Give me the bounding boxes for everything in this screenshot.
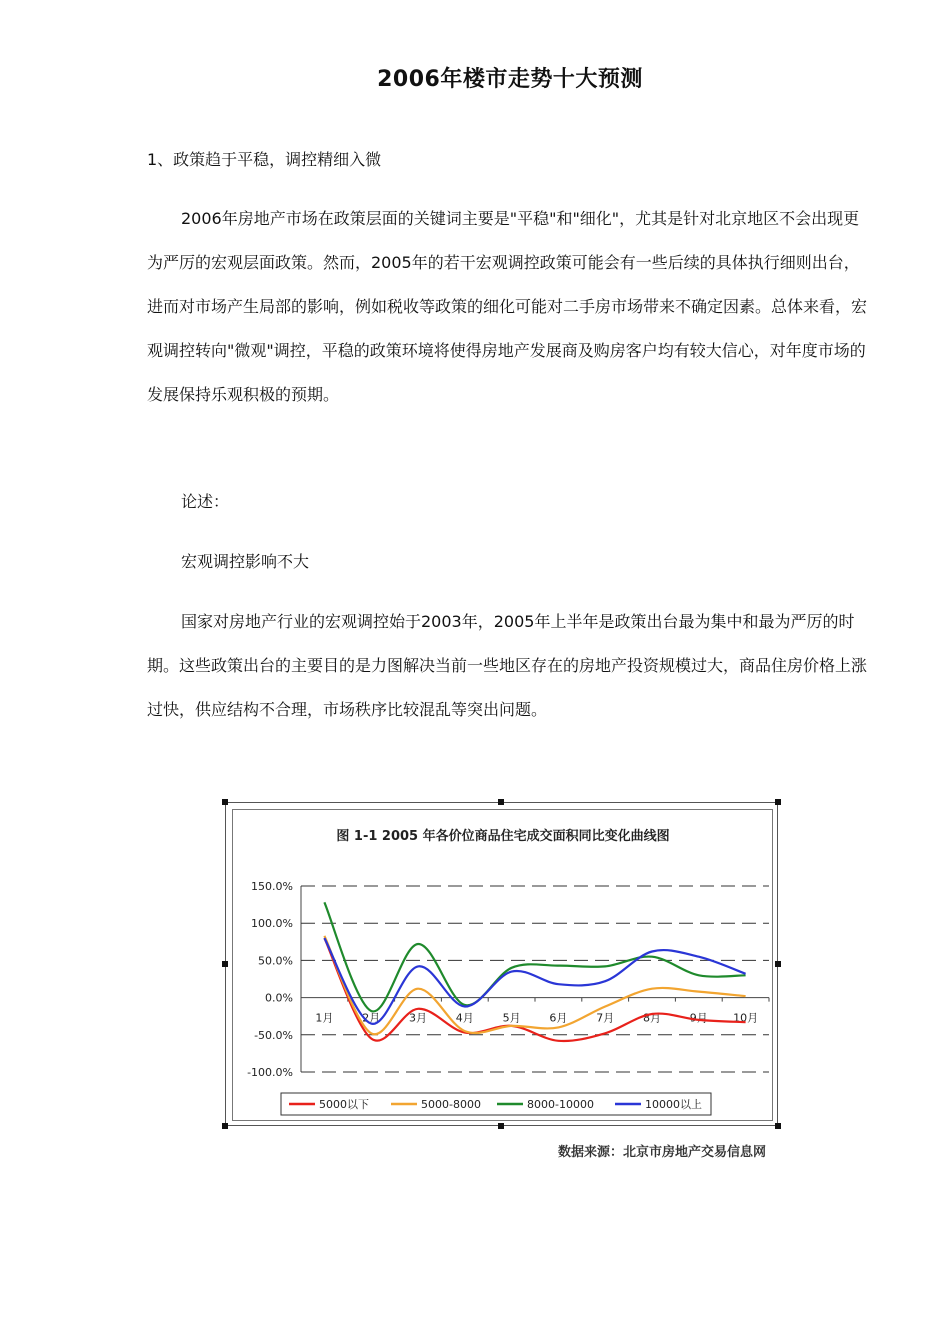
resize-handle[interactable] (775, 799, 781, 805)
resize-handle[interactable] (498, 1123, 504, 1129)
resize-handle[interactable] (222, 1123, 228, 1129)
x-tick-label: 10月 (733, 1011, 759, 1025)
paragraph-macro-control: 国家对房地产行业的宏观调控始于2003年，2005年上半年是政策出台最为集中和最为严厉的时期。这些政策出台的主要目的是力图解决当前一些地区存在的房地产投资规模过大，商品住房价格上涨过快，供应结构不合理，市场秩序比较混乱等突出问题。 (147, 612, 868, 719)
series-line-10000以上 (324, 938, 745, 1024)
y-tick-label: -50.0% (254, 1028, 293, 1042)
y-tick-label: 0.0% (265, 991, 293, 1005)
legend-label: 5000-8000 (421, 1098, 481, 1111)
resize-handle[interactable] (775, 961, 781, 967)
legend-label: 10000以上 (645, 1098, 702, 1111)
resize-handle[interactable] (498, 799, 504, 805)
x-tick-label: 2月 (362, 1011, 381, 1025)
series-line-5000-8000 (324, 936, 745, 1034)
x-tick-label: 8月 (643, 1011, 661, 1025)
section-heading: 1、政策趋于平稳，调控精细入微 (147, 150, 382, 169)
y-tick-label: 50.0% (258, 954, 293, 968)
x-tick-label: 7月 (596, 1011, 615, 1025)
legend-label: 5000以下 (319, 1098, 369, 1111)
x-tick-label: 4月 (455, 1011, 474, 1025)
chart-area (232, 809, 773, 1121)
series-line-8000-10000 (324, 902, 745, 1011)
line-chart (233, 810, 772, 1120)
x-tick-label: 3月 (409, 1011, 427, 1025)
x-tick-label: 9月 (689, 1011, 708, 1025)
y-tick-label: -100.0% (247, 1066, 293, 1079)
legend-label: 8000-10000 (527, 1098, 594, 1111)
x-tick-label: 1月 (315, 1011, 334, 1025)
subheading: 宏观调控影响不大 (181, 552, 310, 571)
data-source: 数据来源：北京市房地产交易信息网 (558, 1145, 767, 1160)
resize-handle[interactable] (222, 799, 228, 805)
y-tick-label: 100.0% (251, 917, 293, 931)
resize-handle[interactable] (775, 1123, 781, 1129)
y-tick-label: 150.0% (251, 880, 293, 893)
page-title: 2006年楼市走势十大预测 (377, 67, 643, 92)
chart-title: 图 1-1 2005 年各价位商品住宅成交面积同比变化曲线图 (336, 829, 670, 844)
discussion-label: 论述： (181, 492, 230, 511)
resize-handle[interactable] (222, 961, 228, 967)
x-tick-label: 5月 (502, 1011, 521, 1025)
paragraph-policy: 2006年房地产市场在政策层面的关键词主要是"平稳"和"细化"，尤其是针对北京地区不会出现更为严厉的宏观层面政策。然而，2005年的若干宏观调控政策可能会有一些后续的具体执行细则出台，进而对市场产生局部的影响，例如税收等政策的细化可能对二手房市场带来不确定因素。总体来看，宏观调控转向"微观"调控，平稳的政策环境将使得房地产发展商及购房客户均有较大信心，对年度市场的发展保持乐观积极的预期。 (147, 209, 868, 404)
chart-frame[interactable] (225, 802, 778, 1126)
x-tick-label: 6月 (549, 1011, 568, 1025)
